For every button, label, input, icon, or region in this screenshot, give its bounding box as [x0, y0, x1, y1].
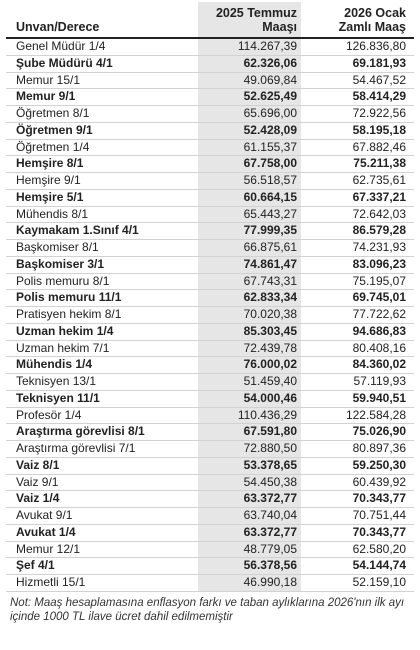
- table-row: [6, 273, 414, 290]
- table-row: [6, 491, 414, 508]
- cell-jul2025: 85.303,45: [198, 323, 301, 340]
- cell-jul2025: 52.428,09: [198, 122, 301, 139]
- cell-jan2026: 122.584,28: [301, 407, 414, 424]
- table-row: [6, 474, 414, 491]
- cell-jan2026: 75.026,90: [301, 424, 414, 441]
- cell-jul2025: 63.740,04: [198, 508, 301, 525]
- cell-title: Profesör 1/4: [6, 407, 198, 424]
- cell-jan2026: 60.439,92: [301, 474, 414, 491]
- table-row: [6, 38, 414, 55]
- table-row: [6, 189, 414, 206]
- cell-jan2026: 62.580,20: [301, 541, 414, 558]
- cell-title: Avukat 1/4: [6, 524, 198, 541]
- cell-jan2026: 62.735,61: [301, 173, 414, 190]
- cell-jul2025: 53.378,65: [198, 457, 301, 474]
- cell-jul2025: 54.000,46: [198, 390, 301, 407]
- cell-jul2025: 65.443,27: [198, 206, 301, 223]
- table-header: [6, 2, 414, 38]
- cell-jul2025: 52.625,49: [198, 89, 301, 106]
- cell-title: Mühendis 8/1: [6, 206, 198, 223]
- cell-jan2026: 57.119,93: [301, 374, 414, 391]
- cell-title: Polis memuru 11/1: [6, 290, 198, 307]
- table-row: [6, 290, 414, 307]
- cell-jan2026: 70.343,77: [301, 524, 414, 541]
- cell-jul2025: 62.833,34: [198, 290, 301, 307]
- cell-jan2026: 75.211,38: [301, 156, 414, 173]
- cell-jan2026: 70.751,44: [301, 508, 414, 525]
- cell-title: Öğretmen 1/4: [6, 139, 198, 156]
- header-jan2026: 2026 Ocak Zamlı Maaş: [338, 6, 406, 34]
- cell-jul2025: 114.267,39: [198, 38, 301, 55]
- table-row: [6, 256, 414, 273]
- cell-title: Uzman hekim 7/1: [6, 340, 198, 357]
- table-row: [6, 390, 414, 407]
- cell-title: Teknisyen 13/1: [6, 374, 198, 391]
- cell-title: Araştırma görevlisi 7/1: [6, 441, 198, 458]
- footnote: Not: Maaş hesaplamasına enflasyon farkı ve taban aylıklarına 2026'nın ilk ayı içinde 1000 TL ilave ücret dahil edilmemiştir: [10, 596, 405, 623]
- cell-title: Memur 9/1: [6, 89, 198, 106]
- cell-jan2026: 69.181,93: [301, 55, 414, 72]
- cell-jan2026: 59.940,51: [301, 390, 414, 407]
- cell-title: Pratisyen hekim 8/1: [6, 307, 198, 324]
- cell-jan2026: 72.642,03: [301, 206, 414, 223]
- cell-title: Öğretmen 9/1: [6, 122, 198, 139]
- cell-jan2026: 54.144,74: [301, 558, 414, 575]
- cell-title: Hemşire 5/1: [6, 189, 198, 206]
- cell-jan2026: 69.745,01: [301, 290, 414, 307]
- table-row: [6, 122, 414, 139]
- table-row: [6, 240, 414, 257]
- cell-jan2026: 126.836,80: [301, 38, 414, 55]
- cell-jul2025: 60.664,15: [198, 189, 301, 206]
- salary-table-container: [6, 0, 414, 624]
- table-row: [6, 206, 414, 223]
- header-title: Unvan/Derece: [16, 20, 100, 34]
- cell-jul2025: 54.450,38: [198, 474, 301, 491]
- cell-jul2025: 56.518,57: [198, 173, 301, 190]
- cell-jan2026: 70.343,77: [301, 491, 414, 508]
- cell-jan2026: 58.414,29: [301, 89, 414, 106]
- table-row: [6, 541, 414, 558]
- cell-title: Vaiz 9/1: [6, 474, 198, 491]
- table-row: [6, 223, 414, 240]
- cell-jan2026: 67.337,21: [301, 189, 414, 206]
- cell-jan2026: 80.408,16: [301, 340, 414, 357]
- cell-title: Öğretmen 8/1: [6, 106, 198, 123]
- cell-jul2025: 72.439,78: [198, 340, 301, 357]
- cell-jul2025: 74.861,47: [198, 256, 301, 273]
- table-row: [6, 374, 414, 391]
- cell-title: Mühendis 1/4: [6, 357, 198, 374]
- cell-jul2025: 56.378,56: [198, 558, 301, 575]
- cell-title: Memur 12/1: [6, 541, 198, 558]
- cell-jul2025: 66.875,61: [198, 240, 301, 257]
- cell-jan2026: 77.722,62: [301, 307, 414, 324]
- cell-jan2026: 80.897,36: [301, 441, 414, 458]
- table-row: [6, 307, 414, 324]
- table-row: [6, 457, 414, 474]
- cell-jul2025: 63.372,77: [198, 491, 301, 508]
- cell-jan2026: 58.195,18: [301, 122, 414, 139]
- cell-jul2025: 67.743,31: [198, 273, 301, 290]
- table-row: [6, 106, 414, 123]
- table-body: [6, 38, 414, 591]
- table-row: [6, 524, 414, 541]
- table-row: [6, 55, 414, 72]
- cell-jan2026: 75.195,07: [301, 273, 414, 290]
- cell-title: Hemşire 8/1: [6, 156, 198, 173]
- cell-title: Başkomiser 3/1: [6, 256, 198, 273]
- cell-jul2025: 77.999,35: [198, 223, 301, 240]
- cell-title: Araştırma görevlisi 8/1: [6, 424, 198, 441]
- cell-jul2025: 63.372,77: [198, 524, 301, 541]
- cell-jan2026: 86.579,28: [301, 223, 414, 240]
- cell-jul2025: 62.326,06: [198, 55, 301, 72]
- header-jul2025: 2025 Temmuz Maaşı: [198, 2, 301, 38]
- cell-title: Uzman hekim 1/4: [6, 323, 198, 340]
- cell-jul2025: 65.696,00: [198, 106, 301, 123]
- table-row: [6, 508, 414, 525]
- table-row: [6, 173, 414, 190]
- cell-jan2026: 67.882,46: [301, 139, 414, 156]
- cell-jul2025: 67.591,80: [198, 424, 301, 441]
- cell-jan2026: 59.250,30: [301, 457, 414, 474]
- cell-title: Hemşire 9/1: [6, 173, 198, 190]
- table-row: [6, 558, 414, 575]
- cell-jan2026: 83.096,23: [301, 256, 414, 273]
- table-row: [6, 323, 414, 340]
- cell-title: Avukat 9/1: [6, 508, 198, 525]
- cell-jul2025: 76.000,02: [198, 357, 301, 374]
- table-row: [6, 407, 414, 424]
- cell-jul2025: 49.069,84: [198, 72, 301, 89]
- cell-title: Polis memuru 8/1: [6, 273, 198, 290]
- cell-title: Memur 15/1: [6, 72, 198, 89]
- cell-jul2025: 70.020,38: [198, 307, 301, 324]
- cell-jul2025: 48.779,05: [198, 541, 301, 558]
- cell-title: Vaiz 1/4: [6, 491, 198, 508]
- table-row: [6, 89, 414, 106]
- cell-title: Kaymakam 1.Sınıf 4/1: [6, 223, 198, 240]
- cell-jul2025: 67.758,00: [198, 156, 301, 173]
- table-row: [6, 156, 414, 173]
- cell-jul2025: 61.155,37: [198, 139, 301, 156]
- cell-jan2026: 72.922,56: [301, 106, 414, 123]
- table-row: [6, 575, 414, 592]
- cell-jan2026: 52.159,10: [301, 575, 414, 592]
- cell-jan2026: 74.231,93: [301, 240, 414, 257]
- cell-jan2026: 84.360,02: [301, 357, 414, 374]
- table-row: [6, 139, 414, 156]
- table-row: [6, 441, 414, 458]
- cell-jan2026: 54.467,52: [301, 72, 414, 89]
- cell-title: Hizmetli 15/1: [6, 575, 198, 592]
- table-row: [6, 424, 414, 441]
- salary-table: [6, 2, 414, 592]
- cell-title: Teknisyen 11/1: [6, 390, 198, 407]
- table-row: [6, 72, 414, 89]
- cell-jul2025: 110.436,29: [198, 407, 301, 424]
- table-row: [6, 357, 414, 374]
- cell-jul2025: 72.880,50: [198, 441, 301, 458]
- cell-title: Genel Müdür 1/4: [6, 38, 198, 55]
- cell-jul2025: 51.459,40: [198, 374, 301, 391]
- cell-jan2026: 94.686,83: [301, 323, 414, 340]
- cell-title: Şef 4/1: [6, 558, 198, 575]
- table-row: [6, 340, 414, 357]
- cell-title: Şube Müdürü 4/1: [6, 55, 198, 72]
- cell-title: Başkomiser 8/1: [6, 240, 198, 257]
- cell-title: Vaiz 8/1: [6, 457, 198, 474]
- cell-jul2025: 46.990,18: [198, 575, 301, 592]
